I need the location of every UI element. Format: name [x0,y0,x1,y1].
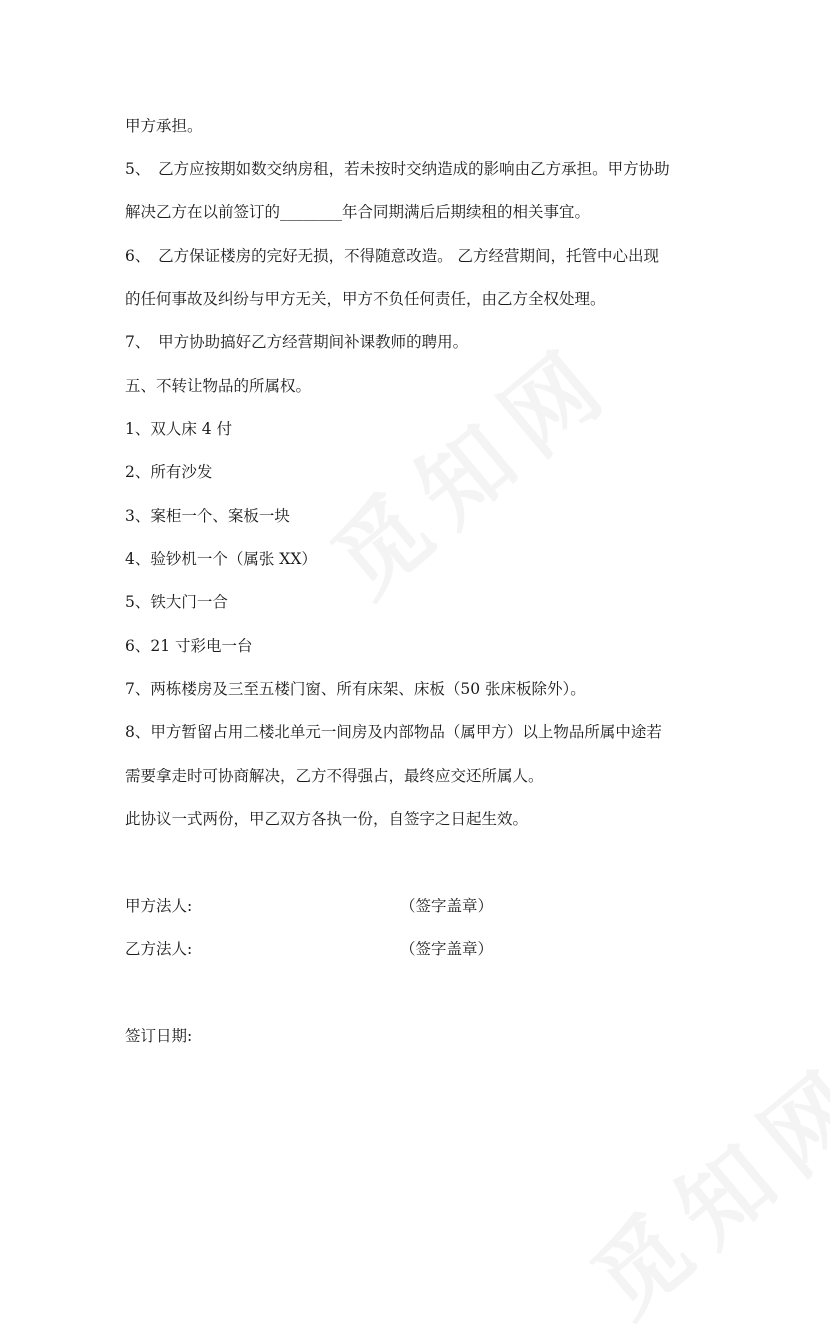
party-a-label: 甲方法人: [125,897,193,915]
list-item: 4、验钞机一个（属张 XX） [125,550,317,568]
body-line: 的任何事故及纠纷与甲方无关，甲方不负任何责任，由乙方全权处理。 [125,290,606,308]
list-item: 8、甲方暂留占用二楼北单元一间房及内部物品（属甲方）以上物品所属中途若 [125,723,662,741]
section-heading: 五、不转让物品的所属权。 [125,377,312,395]
body-line: 解决乙方在以前签订的________年合同期满后后期续租的相关事宜。 [125,203,591,221]
party-b-label: 乙方法人: [125,940,193,958]
list-item: 5、铁大门一合 [125,593,228,611]
body-line: 6、 乙方保证楼房的完好无损，不得随意改造。 乙方经营期间，托管中心出现 [125,247,660,265]
signing-date-label: 签订日期: [125,1027,193,1045]
party-a-sign-note: （签字盖章） [400,897,494,915]
body-line: 5、 乙方应按期如数交纳房租，若未按时交纳造成的影响由乙方承担。甲方协助 [125,160,670,178]
closing-line: 此协议一式两份，甲乙双方各执一份，自签字之日起生效。 [125,810,529,828]
party-b-sign-note: （签字盖章） [400,940,494,958]
list-item: 1、双人床 4 付 [125,420,233,438]
watermark-lower [560,1028,830,1341]
body-line: 甲方承担。 [125,117,203,135]
list-item: 7、两栋楼房及三至五楼门窗、所有床架、床板（50 张床板除外）。 [125,680,586,698]
list-item: 3、案柜一个、案板一块 [125,507,290,525]
body-line: 7、 甲方协助搞好乙方经营期间补课教师的聘用。 [125,333,469,351]
list-item: 2、所有沙发 [125,463,213,481]
body-line: 需要拿走时可协商解决，乙方不得强占，最终应交还所属人。 [125,767,544,785]
list-item: 6、21 寸彩电一台 [125,637,253,655]
